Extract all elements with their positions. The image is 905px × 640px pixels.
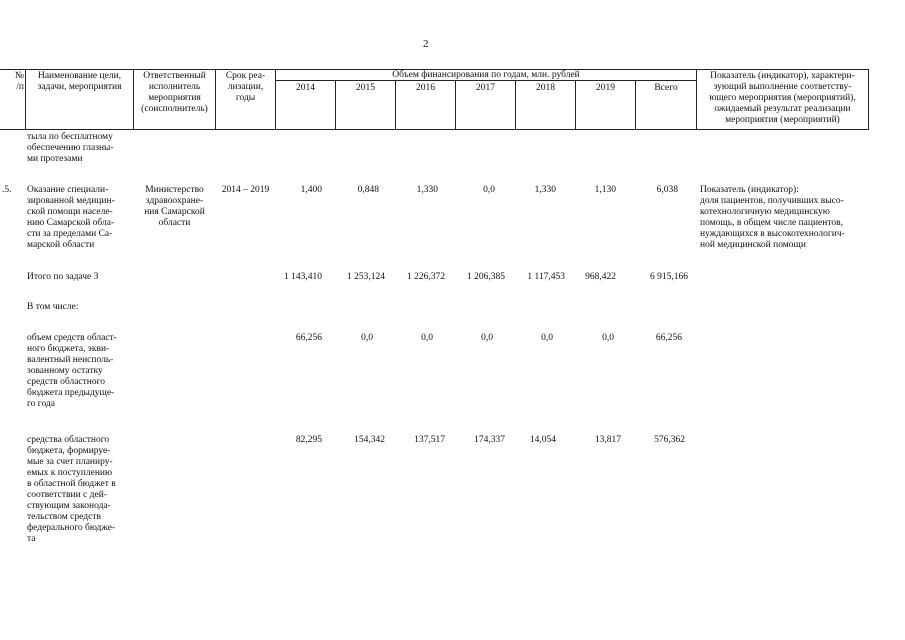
item-5-value-2014: 1,400 [300, 185, 322, 195]
header-executor-column: Ответственный исполнитель мероприятия (соисполнитель) [141, 71, 208, 114]
header-indicator-column: Показатель (индикатор), характери- зующий выполнение соответству- ющего мероприятия (мероприятий), ожидаемый результат реализации мероприятия (мероприятий) [709, 71, 856, 125]
item-5-indicator: Показатель (индикатор): доля пациентов, получивших высо- котехнологичную медицинскую помощь, в общем числе пациентов, нуждающихся в высокотехнологич- ной медицинской помощи [700, 185, 845, 250]
total-value-2016: 1 226,372 [407, 272, 445, 282]
item-5-value-2019: 1,130 [594, 185, 616, 195]
sub-1-value-2019: 0,0 [602, 333, 614, 343]
sub-2-value-2019: 13,817 [594, 435, 621, 445]
sub-1-value-total: 66,256 [655, 333, 682, 343]
sub-1-name: объем средств област- ного бюджета, экви- валентный неисполь- зованному остатку средств областного бюджета предыдуще- го года [27, 333, 117, 409]
header-funding-column: Объем финансирования по годам, млн. рублей [392, 70, 580, 80]
page-number: 2 [423, 38, 429, 50]
item-5-value-2017: 0,0 [483, 185, 495, 195]
including-label: В том числе: [27, 302, 79, 312]
header-year-2015: 2015 [356, 83, 375, 93]
sub-1-value-2015: 0,0 [361, 333, 373, 343]
header-total: Всего [654, 83, 678, 93]
total-value-all: 6 915,166 [650, 272, 688, 282]
item-5-value-total: 6,038 [656, 185, 678, 195]
header-period-column: Срок реа- лизации, годы [225, 71, 266, 103]
header-year-2016: 2016 [416, 83, 435, 93]
total-value-2017: 1 206,385 [467, 272, 505, 282]
sub-1-value-2014: 66,256 [295, 333, 322, 343]
header-number-column: № /п [14, 71, 24, 92]
item-5-period: 2014 – 2019 [221, 185, 270, 195]
sub-2-value-2014: 82,295 [295, 435, 322, 445]
header-year-2018: 2018 [536, 83, 555, 93]
item-5-value-2015: 0,848 [357, 185, 379, 195]
item-5-value-2016: 1,330 [416, 185, 438, 195]
total-value-2014: 1 143,410 [284, 272, 322, 282]
sub-2-value-2016: 137,517 [414, 435, 445, 445]
header-year-2014: 2014 [296, 83, 315, 93]
total-value-2015: 1 253,124 [347, 272, 385, 282]
sub-2-value-2015: 154,342 [354, 435, 385, 445]
sub-2-value-2018: 14,054 [529, 435, 556, 445]
sub-1-value-2017: 0,0 [481, 333, 493, 343]
continuation-text: тыла по бесплатному обеспечению глазны- ми протезами [27, 132, 114, 164]
header-year-2019: 2019 [596, 83, 615, 93]
total-value-2019: 968,422 [585, 272, 616, 282]
total-value-2018: 1 117,453 [527, 272, 565, 282]
sub-2-value-2017: 174,337 [474, 435, 505, 445]
sub-1-value-2016: 0,0 [421, 333, 433, 343]
item-5-value-2018: 1,330 [534, 185, 556, 195]
sub-1-value-2018: 0,0 [541, 333, 553, 343]
sub-2-value-total: 576,362 [654, 435, 685, 445]
item-5-executor: Министерство здравоохране- ния Самарской области [144, 185, 205, 228]
sub-2-name: средства областного бюджета, формируе- мые за счет планиру- емых к поступлению в областной бюджет в соответствии с дей- ствующим законода- тельством средств федерального бюдже- та [27, 435, 116, 544]
header-name-column: Наименование цели, задачи, мероприятия [37, 71, 122, 92]
header-year-2017: 2017 [476, 83, 495, 93]
item-5-name: Оказание специали- зированной медицин- ской помощи населе- нию Самарской обла- сти за пределами Са- марской области [27, 185, 115, 250]
item-5-number: .5. [2, 185, 12, 195]
total-label: Итого по задаче 3 [27, 272, 99, 282]
